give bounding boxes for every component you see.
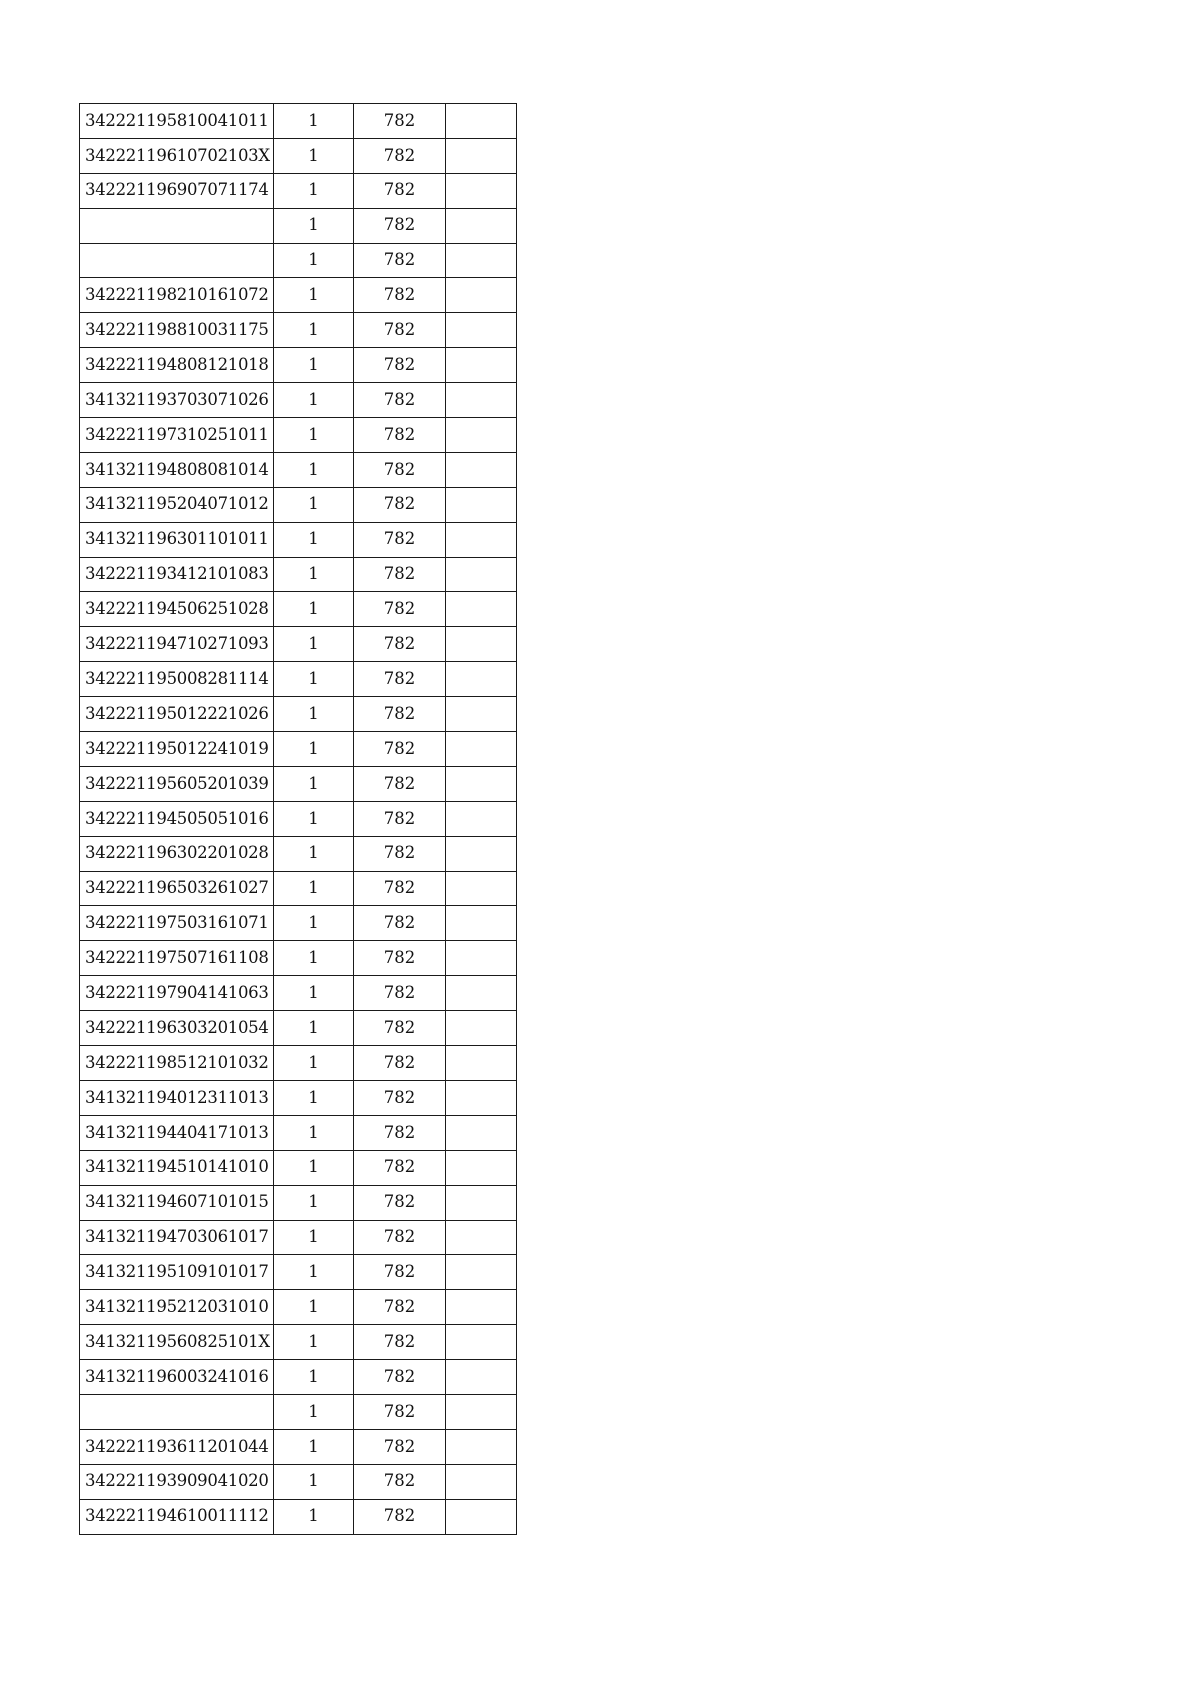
id-number-cell: 342221198210161072 — [80, 278, 274, 313]
amount-cell: 782 — [354, 487, 446, 522]
note-cell — [446, 557, 517, 592]
id-number-cell: 342221193412101083 — [80, 557, 274, 592]
id-number-cell: 342221194505051016 — [80, 801, 274, 836]
amount-cell: 782 — [354, 766, 446, 801]
amount-cell: 782 — [354, 836, 446, 871]
id-number-cell: 342221196302201028 — [80, 836, 274, 871]
count-cell: 1 — [274, 1394, 354, 1429]
note-cell — [446, 976, 517, 1011]
table-row — [80, 1290, 517, 1325]
table-row — [80, 1464, 517, 1499]
note-cell — [446, 1220, 517, 1255]
id-number-cell: 342221198512101032 — [80, 1046, 274, 1081]
table-row — [80, 592, 517, 627]
note-cell — [446, 1360, 517, 1395]
amount-cell: 782 — [354, 418, 446, 453]
id-number-cell: 342221197503161071 — [80, 906, 274, 941]
data-table — [79, 103, 517, 1535]
amount-cell: 782 — [354, 278, 446, 313]
table-row — [80, 801, 517, 836]
id-number-cell: 341321194808081014 — [80, 452, 274, 487]
count-cell: 1 — [274, 557, 354, 592]
table-row — [80, 522, 517, 557]
table-row — [80, 557, 517, 592]
count-cell: 1 — [274, 383, 354, 418]
id-number-cell: 341321193703071026 — [80, 383, 274, 418]
amount-cell: 782 — [354, 522, 446, 557]
note-cell — [446, 1325, 517, 1360]
count-cell: 1 — [274, 592, 354, 627]
count-cell: 1 — [274, 941, 354, 976]
amount-cell: 782 — [354, 1185, 446, 1220]
table-row — [80, 418, 517, 453]
amount-cell: 782 — [354, 1429, 446, 1464]
amount-cell: 782 — [354, 104, 446, 139]
id-number-cell: 342221197904141063 — [80, 976, 274, 1011]
table-row — [80, 836, 517, 871]
note-cell — [446, 1150, 517, 1185]
count-cell: 1 — [274, 104, 354, 139]
amount-cell: 782 — [354, 1290, 446, 1325]
amount-cell: 782 — [354, 976, 446, 1011]
amount-cell: 782 — [354, 801, 446, 836]
note-cell — [446, 627, 517, 662]
amount-cell: 782 — [354, 871, 446, 906]
count-cell: 1 — [274, 313, 354, 348]
count-cell: 1 — [274, 1080, 354, 1115]
count-cell: 1 — [274, 522, 354, 557]
count-cell: 1 — [274, 836, 354, 871]
id-number-cell: 341321196301101011 — [80, 522, 274, 557]
id-number-cell: 342221193611201044 — [80, 1429, 274, 1464]
amount-cell: 782 — [354, 243, 446, 278]
id-number-cell: 342221198810031175 — [80, 313, 274, 348]
note-cell — [446, 1185, 517, 1220]
id-number-cell: 342221195605201039 — [80, 766, 274, 801]
amount-cell: 782 — [354, 1220, 446, 1255]
note-cell — [446, 383, 517, 418]
note-cell — [446, 522, 517, 557]
note-cell — [446, 104, 517, 139]
note-cell — [446, 1115, 517, 1150]
amount-cell: 782 — [354, 732, 446, 767]
note-cell — [446, 592, 517, 627]
amount-cell: 782 — [354, 1150, 446, 1185]
table-row — [80, 871, 517, 906]
id-number-cell: 342221194610011112 — [80, 1499, 274, 1534]
table-row — [80, 1499, 517, 1534]
note-cell — [446, 1394, 517, 1429]
count-cell: 1 — [274, 138, 354, 173]
table-row — [80, 173, 517, 208]
table-row — [80, 906, 517, 941]
count-cell: 1 — [274, 697, 354, 732]
table-row — [80, 662, 517, 697]
count-cell: 1 — [274, 627, 354, 662]
id-number-cell: 342221196503261027 — [80, 871, 274, 906]
table-row — [80, 1360, 517, 1395]
count-cell: 1 — [274, 1499, 354, 1534]
amount-cell: 782 — [354, 627, 446, 662]
id-number-cell: 341321196003241016 — [80, 1360, 274, 1395]
count-cell: 1 — [274, 278, 354, 313]
note-cell — [446, 208, 517, 243]
note-cell — [446, 1011, 517, 1046]
table-row — [80, 627, 517, 662]
table-row — [80, 313, 517, 348]
table-row — [80, 1115, 517, 1150]
id-number-cell — [80, 1394, 274, 1429]
table-row — [80, 1325, 517, 1360]
amount-cell: 782 — [354, 592, 446, 627]
id-number-cell: 341321195109101017 — [80, 1255, 274, 1290]
note-cell — [446, 348, 517, 383]
count-cell: 1 — [274, 173, 354, 208]
table-row — [80, 278, 517, 313]
amount-cell: 782 — [354, 138, 446, 173]
id-number-cell: 342221195810041011 — [80, 104, 274, 139]
count-cell: 1 — [274, 1360, 354, 1395]
count-cell: 1 — [274, 906, 354, 941]
count-cell: 1 — [274, 1290, 354, 1325]
note-cell — [446, 941, 517, 976]
table-row — [80, 138, 517, 173]
id-number-cell: 34222119610702103X — [80, 138, 274, 173]
count-cell: 1 — [274, 1255, 354, 1290]
table-row — [80, 348, 517, 383]
id-number-cell: 341321194404171013 — [80, 1115, 274, 1150]
count-cell: 1 — [274, 1046, 354, 1081]
id-number-cell — [80, 208, 274, 243]
table-row — [80, 452, 517, 487]
amount-cell: 782 — [354, 173, 446, 208]
amount-cell: 782 — [354, 452, 446, 487]
amount-cell: 782 — [354, 1325, 446, 1360]
count-cell: 1 — [274, 1115, 354, 1150]
id-number-cell: 342221194710271093 — [80, 627, 274, 662]
note-cell — [446, 662, 517, 697]
id-number-cell: 341321194703061017 — [80, 1220, 274, 1255]
note-cell — [446, 801, 517, 836]
table-row — [80, 104, 517, 139]
table-row — [80, 1080, 517, 1115]
note-cell — [446, 1080, 517, 1115]
amount-cell: 782 — [354, 906, 446, 941]
note-cell — [446, 452, 517, 487]
id-number-cell — [80, 243, 274, 278]
table-row — [80, 976, 517, 1011]
table-row — [80, 487, 517, 522]
table-row — [80, 383, 517, 418]
note-cell — [446, 173, 517, 208]
note-cell — [446, 1255, 517, 1290]
table-row — [80, 732, 517, 767]
table-row — [80, 1011, 517, 1046]
amount-cell: 782 — [354, 1115, 446, 1150]
table-row — [80, 941, 517, 976]
id-number-cell: 342221194808121018 — [80, 348, 274, 383]
id-number-cell: 341321195212031010 — [80, 1290, 274, 1325]
count-cell: 1 — [274, 766, 354, 801]
id-number-cell: 342221195008281114 — [80, 662, 274, 697]
amount-cell: 782 — [354, 1046, 446, 1081]
count-cell: 1 — [274, 1325, 354, 1360]
table-row — [80, 1255, 517, 1290]
note-cell — [446, 278, 517, 313]
id-number-cell: 341321195204071012 — [80, 487, 274, 522]
note-cell — [446, 1290, 517, 1325]
id-number-cell: 342221195012221026 — [80, 697, 274, 732]
note-cell — [446, 766, 517, 801]
note-cell — [446, 836, 517, 871]
amount-cell: 782 — [354, 1464, 446, 1499]
amount-cell: 782 — [354, 1360, 446, 1395]
note-cell — [446, 487, 517, 522]
amount-cell: 782 — [354, 1394, 446, 1429]
table-row — [80, 766, 517, 801]
count-cell: 1 — [274, 1220, 354, 1255]
count-cell: 1 — [274, 662, 354, 697]
amount-cell: 782 — [354, 557, 446, 592]
table-row — [80, 208, 517, 243]
count-cell: 1 — [274, 1464, 354, 1499]
id-number-cell: 342221195012241019 — [80, 732, 274, 767]
amount-cell: 782 — [354, 313, 446, 348]
note-cell — [446, 1499, 517, 1534]
id-number-cell: 342221197310251011 — [80, 418, 274, 453]
count-cell: 1 — [274, 732, 354, 767]
count-cell: 1 — [274, 1011, 354, 1046]
id-number-cell: 341321194510141010 — [80, 1150, 274, 1185]
count-cell: 1 — [274, 976, 354, 1011]
table-row — [80, 1394, 517, 1429]
note-cell — [446, 1464, 517, 1499]
table-row — [80, 243, 517, 278]
amount-cell: 782 — [354, 1499, 446, 1534]
amount-cell: 782 — [354, 383, 446, 418]
count-cell: 1 — [274, 348, 354, 383]
count-cell: 1 — [274, 1150, 354, 1185]
id-number-cell: 341321194012311013 — [80, 1080, 274, 1115]
amount-cell: 782 — [354, 1255, 446, 1290]
count-cell: 1 — [274, 801, 354, 836]
count-cell: 1 — [274, 452, 354, 487]
id-number-cell: 34132119560825101X — [80, 1325, 274, 1360]
note-cell — [446, 732, 517, 767]
id-number-cell: 342221196907071174 — [80, 173, 274, 208]
table-row — [80, 1150, 517, 1185]
note-cell — [446, 418, 517, 453]
amount-cell: 782 — [354, 662, 446, 697]
id-number-cell: 342221194506251028 — [80, 592, 274, 627]
count-cell: 1 — [274, 208, 354, 243]
count-cell: 1 — [274, 243, 354, 278]
id-number-cell: 342221196303201054 — [80, 1011, 274, 1046]
count-cell: 1 — [274, 871, 354, 906]
amount-cell: 782 — [354, 941, 446, 976]
count-cell: 1 — [274, 1185, 354, 1220]
count-cell: 1 — [274, 418, 354, 453]
count-cell: 1 — [274, 1429, 354, 1464]
amount-cell: 782 — [354, 208, 446, 243]
note-cell — [446, 906, 517, 941]
note-cell — [446, 1429, 517, 1464]
table-row — [80, 1220, 517, 1255]
note-cell — [446, 138, 517, 173]
note-cell — [446, 313, 517, 348]
table-body — [80, 104, 517, 1535]
count-cell: 1 — [274, 487, 354, 522]
amount-cell: 782 — [354, 1080, 446, 1115]
table-row — [80, 697, 517, 732]
note-cell — [446, 243, 517, 278]
id-number-cell: 342221197507161108 — [80, 941, 274, 976]
amount-cell: 782 — [354, 1011, 446, 1046]
id-number-cell: 341321194607101015 — [80, 1185, 274, 1220]
amount-cell: 782 — [354, 348, 446, 383]
id-number-cell: 342221193909041020 — [80, 1464, 274, 1499]
note-cell — [446, 697, 517, 732]
table-row — [80, 1185, 517, 1220]
note-cell — [446, 1046, 517, 1081]
table-row — [80, 1429, 517, 1464]
table-row — [80, 1046, 517, 1081]
amount-cell: 782 — [354, 697, 446, 732]
note-cell — [446, 871, 517, 906]
